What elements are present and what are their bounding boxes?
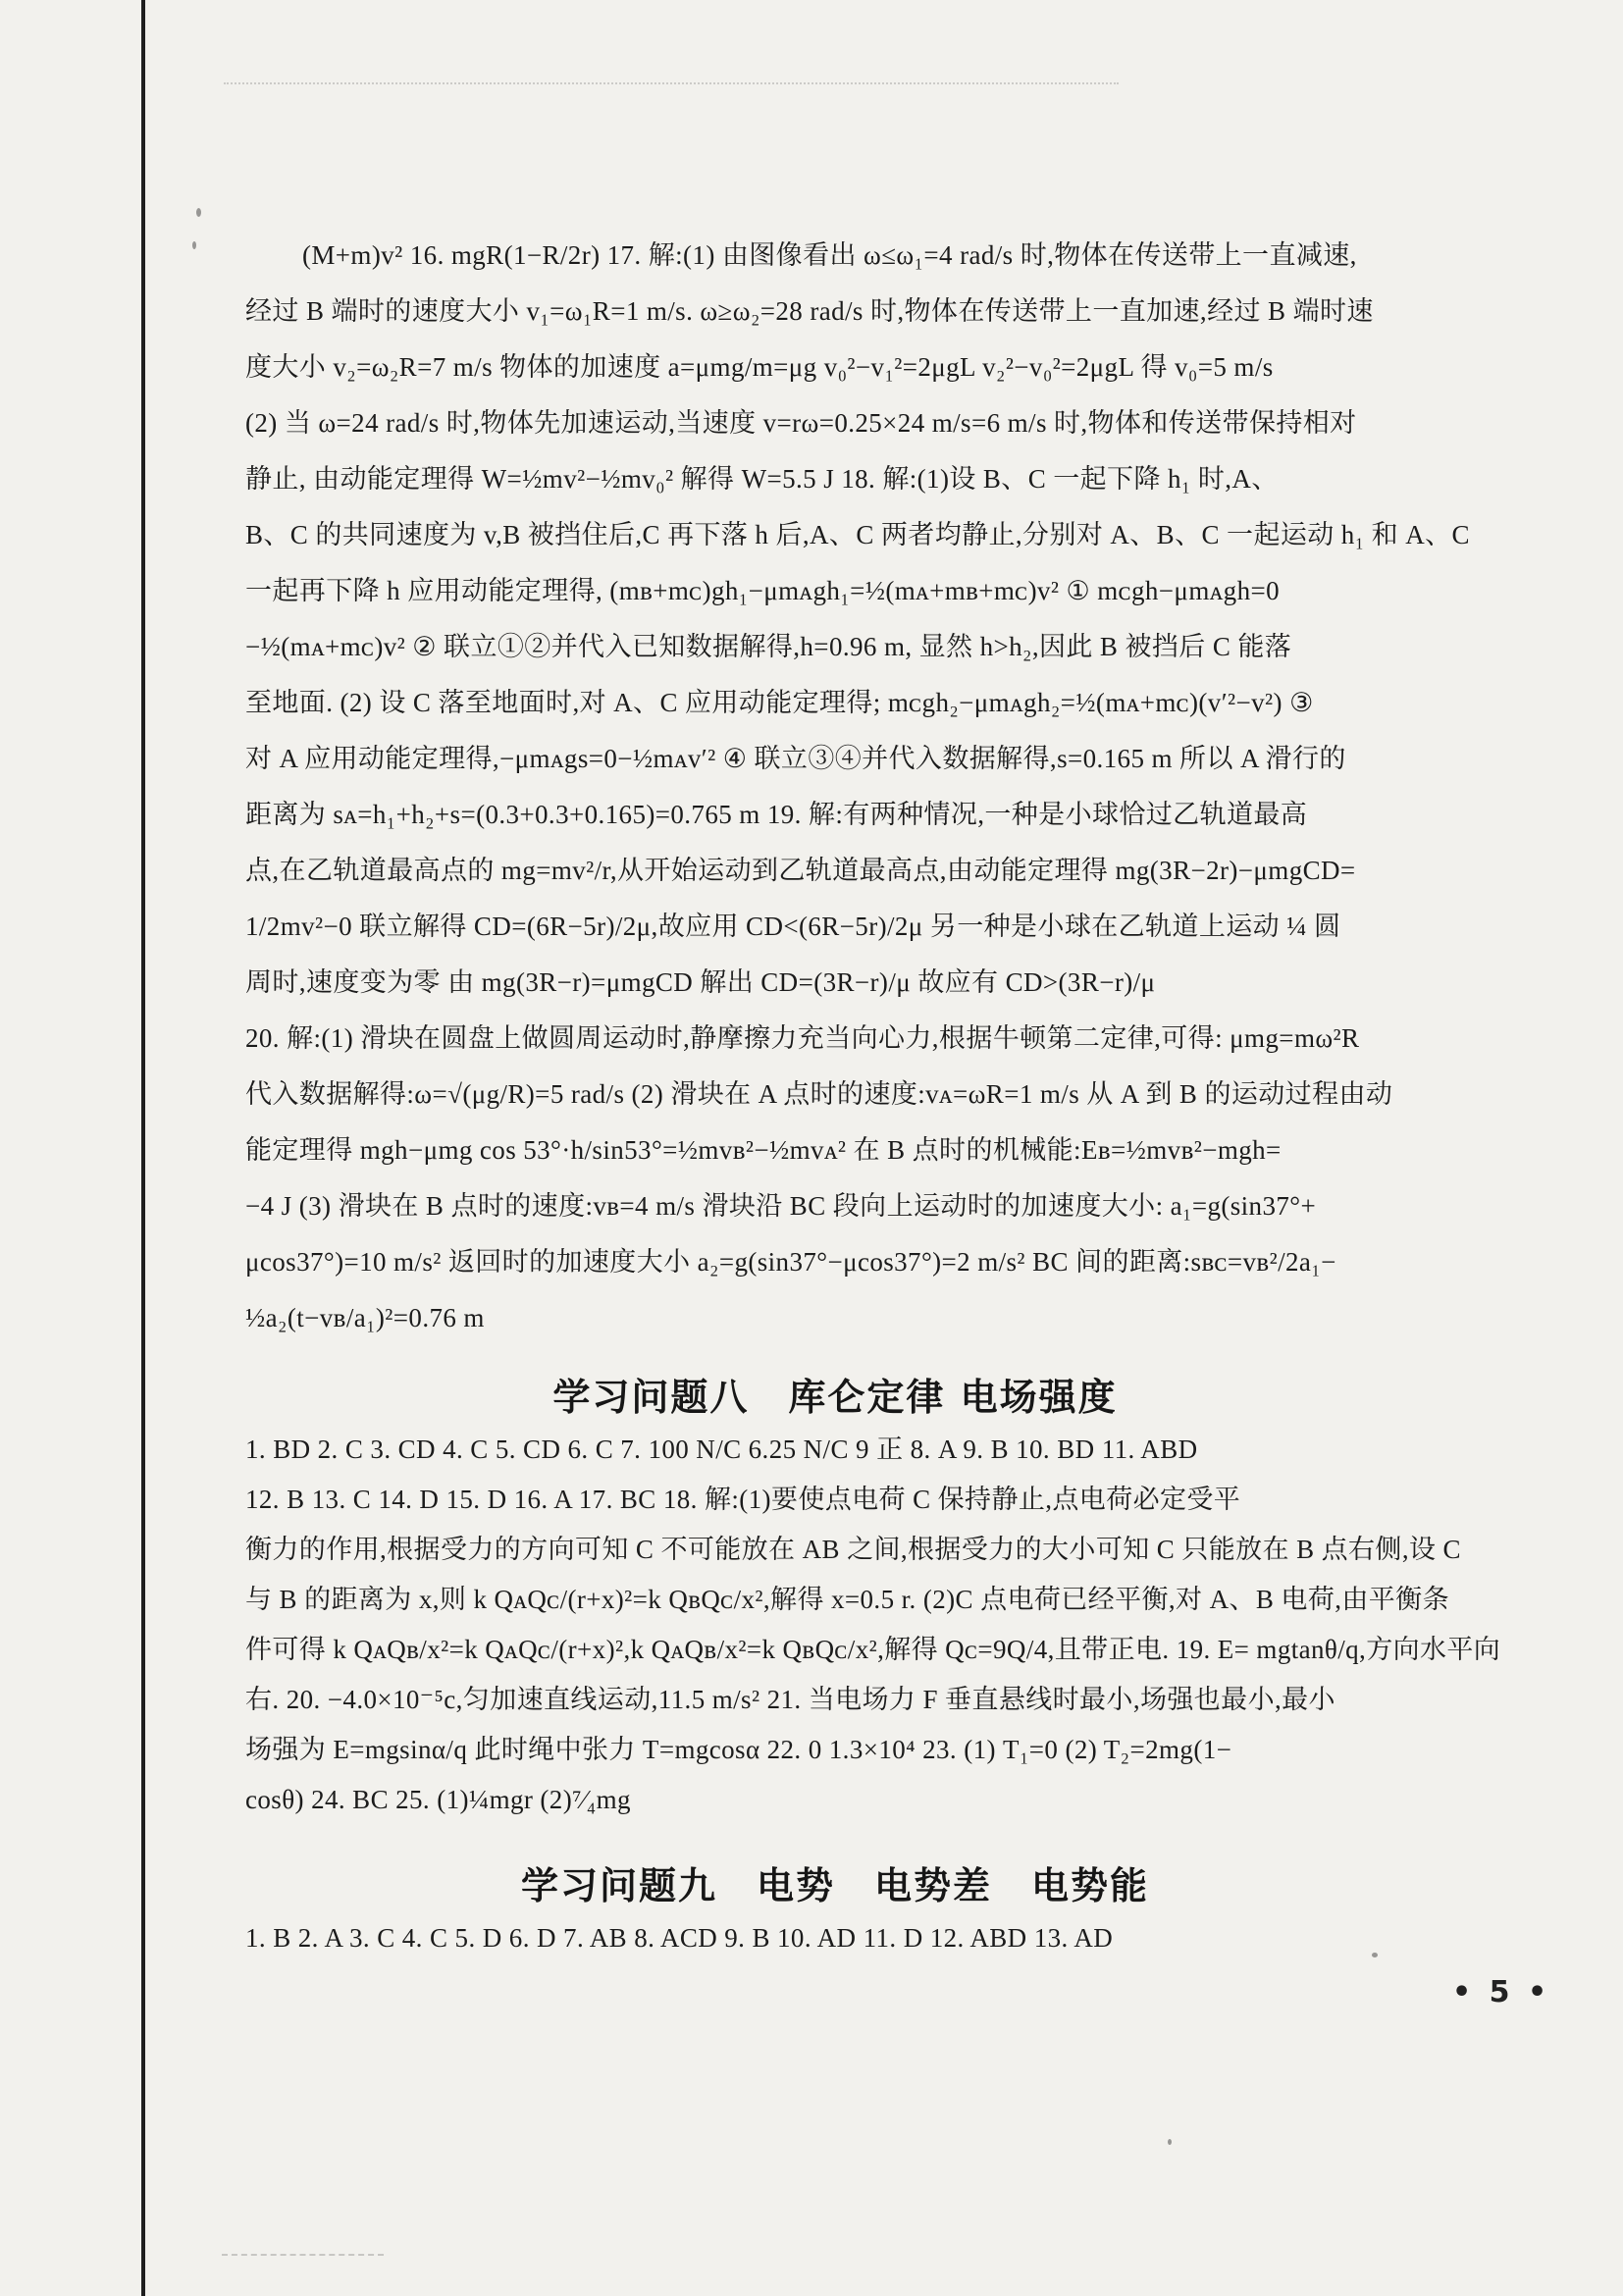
- page-number: • 5 •: [1452, 1975, 1551, 2009]
- answer-line: 1. B 2. A 3. C 4. C 5. D 6. D 7. AB 8. ACD 9. B 10. AD 11. D 12. ABD 13. AD: [245, 1923, 1114, 1953]
- answer-line: (M+m)v² 16. mgR(1−R/2r) 17. 解:(1) 由图像看出 ω≤ω₁=4 rad/s 时,物体在传送带上一直减速,: [302, 240, 1357, 270]
- scan-artifact-speck: [1168, 2139, 1172, 2145]
- scan-artifact-dotted-rule: [224, 82, 1119, 84]
- answer-line: ½a₂(t−vʙ/a₁)²=0.76 m: [245, 1303, 485, 1332]
- answer-line: cosθ) 24. BC 25. (1)¼mgr (2)⁷⁄₄mg: [245, 1785, 631, 1814]
- answer-line: 一起再下降 h 应用动能定理得, (mʙ+mᴄ)gh₁−μmᴀgh₁=½(mᴀ+mʙ+mᴄ)v² ① mᴄgh−μmᴀgh=0: [245, 576, 1281, 605]
- answer-line: 周时,速度变为零 由 mg(3R−r)=μmgCD 解出 CD=(3R−r)/μ 故应有 CD>(3R−r)/μ: [245, 967, 1156, 997]
- answer-line: μcos37°)=10 m/s² 返回时的加速度大小 a₂=g(sin37°−μcos37°)=2 m/s² BC 间的距离:sʙᴄ=vʙ²/2a₁−: [245, 1247, 1336, 1277]
- scan-artifact-speck: [192, 241, 196, 249]
- answer-line: B、C 的共同速度为 v,B 被挡住后,C 再下落 h 后,A、C 两者均静止,分别对 A、B、C 一起运动 h₁ 和 A、C: [245, 520, 1470, 549]
- answer-line: 右. 20. −4.0×10⁻⁵c,匀加速直线运动,11.5 m/s² 21. 当电场力 F 垂直悬线时最小,场强也最小,最小: [245, 1685, 1335, 1714]
- answer-line: 1/2mv²−0 联立解得 CD=(6R−5r)/2μ,故应用 CD<(6R−5r)/2μ 另一种是小球在乙轨道上运动 ¼ 圆: [245, 912, 1341, 941]
- answer-line: 经过 B 端时的速度大小 v₁=ω₁R=1 m/s. ω≥ω₂=28 rad/s 时,物体在传送带上一直加速,经过 B 端时速: [245, 296, 1374, 326]
- section8-answers-paragraph: [245, 1425, 1501, 1825]
- answer-line: 12. B 13. C 14. D 15. D 16. A 17. BC 18. 解:(1)要使点电荷 C 保持静止,点电荷必定受平: [245, 1485, 1241, 1514]
- answer-line: 件可得 k QᴀQʙ/x²=k QᴀQᴄ/(r+x)²,k QᴀQʙ/x²=k QʙQᴄ/x²,解得 Qᴄ=9Q/4,且带正电. 19. E= mgtanθ/q,方向水平向: [245, 1635, 1501, 1664]
- answer-line: −4 J (3) 滑块在 B 点时的速度:vʙ=4 m/s 滑块沿 BC 段向上运动时的加速度大小: a₁=g(sin37°+: [245, 1191, 1317, 1221]
- answer-line: −½(mᴀ+mᴄ)v² ② 联立①②并代入已知数据解得,h=0.96 m, 显然 h>h₂,因此 B 被挡后 C 能落: [245, 632, 1292, 661]
- answer-line: 代入数据解得:ω=√(μg/R)=5 rad/s (2) 滑块在 A 点时的速度:vᴀ=ωR=1 m/s 从 A 到 B 的运动过程由动: [245, 1079, 1393, 1109]
- answer-line: 20. 解:(1) 滑块在圆盘上做圆周运动时,静摩擦力充当向心力,根据牛顿第二定律,可得: μmg=mω²R: [245, 1023, 1360, 1053]
- page-binding-edge-line: [141, 0, 145, 2296]
- scan-artifact-dashes: [222, 2254, 384, 2256]
- section7-continuation-paragraph: [245, 228, 1470, 1346]
- section8-heading: 学习问题八 库仑定律 电场强度: [552, 1376, 1118, 1419]
- scan-artifact-speck: [196, 208, 201, 217]
- answer-line: 与 B 的距离为 x,则 k QᴀQᴄ/(r+x)²=k QʙQᴄ/x²,解得 x=0.5 r. (2)C 点电荷已经平衡,对 A、B 电荷,由平衡条: [245, 1585, 1449, 1614]
- section9-heading: 学习问题九 电势 电势差 电势能: [520, 1864, 1149, 1907]
- answer-line: 1. BD 2. C 3. CD 4. C 5. CD 6. C 7. 100 N/C 6.25 N/C 9 正 8. A 9. B 10. BD 11. ABD: [245, 1435, 1198, 1464]
- answer-line: 场强为 E=mgsinα/q 此时绳中张力 T=mgcosα 22. 0 1.3×10⁴ 23. (1) T₁=0 (2) T₂=2mg(1−: [245, 1735, 1232, 1764]
- section9-answers-paragraph: [245, 1913, 1425, 1963]
- answer-line: 距离为 sᴀ=h₁+h₂+s=(0.3+0.3+0.165)=0.765 m 19. 解:有两种情况,一种是小球恰过乙轨道最高: [245, 800, 1308, 829]
- answer-line: (2) 当 ω=24 rad/s 时,物体先加速运动,当速度 v=rω=0.25×24 m/s=6 m/s 时,物体和传送带保持相对: [245, 408, 1357, 438]
- answer-line: 度大小 v₂=ω₂R=7 m/s 物体的加速度 a=μmg/m=μg v₀²−v₁²=2μgL v₂²−v₀²=2μgL 得 v₀=5 m/s: [245, 352, 1274, 382]
- answer-line: 能定理得 mgh−μmg cos 53°·h/sin53°=½mvʙ²−½mvᴀ² 在 B 点时的机械能:Eʙ=½mvʙ²−mgh=: [245, 1135, 1282, 1165]
- answer-line: 衡力的作用,根据受力的方向可知 C 不可能放在 AB 之间,根据受力的大小可知 C 只能放在 B 点右侧,设 C: [245, 1535, 1461, 1564]
- answer-line: 至地面. (2) 设 C 落至地面时,对 A、C 应用动能定理得; mᴄgh₂−μmᴀgh₂=½(mᴀ+mᴄ)(v′²−v²) ③: [245, 688, 1314, 717]
- answer-line: 对 A 应用动能定理得,−μmᴀgs=0−½mᴀv′² ④ 联立③④并代入数据解得,s=0.165 m 所以 A 滑行的: [245, 744, 1346, 773]
- answer-line: 静止, 由动能定理得 W=½mv²−½mv₀² 解得 W=5.5 J 18. 解:(1)设 B、C 一起下降 h₁ 时,A、: [245, 464, 1279, 494]
- answer-line: 点,在乙轨道最高点的 mg=mv²/r,从开始运动到乙轨道最高点,由动能定理得 mg(3R−2r)−μmgCD=: [245, 856, 1356, 885]
